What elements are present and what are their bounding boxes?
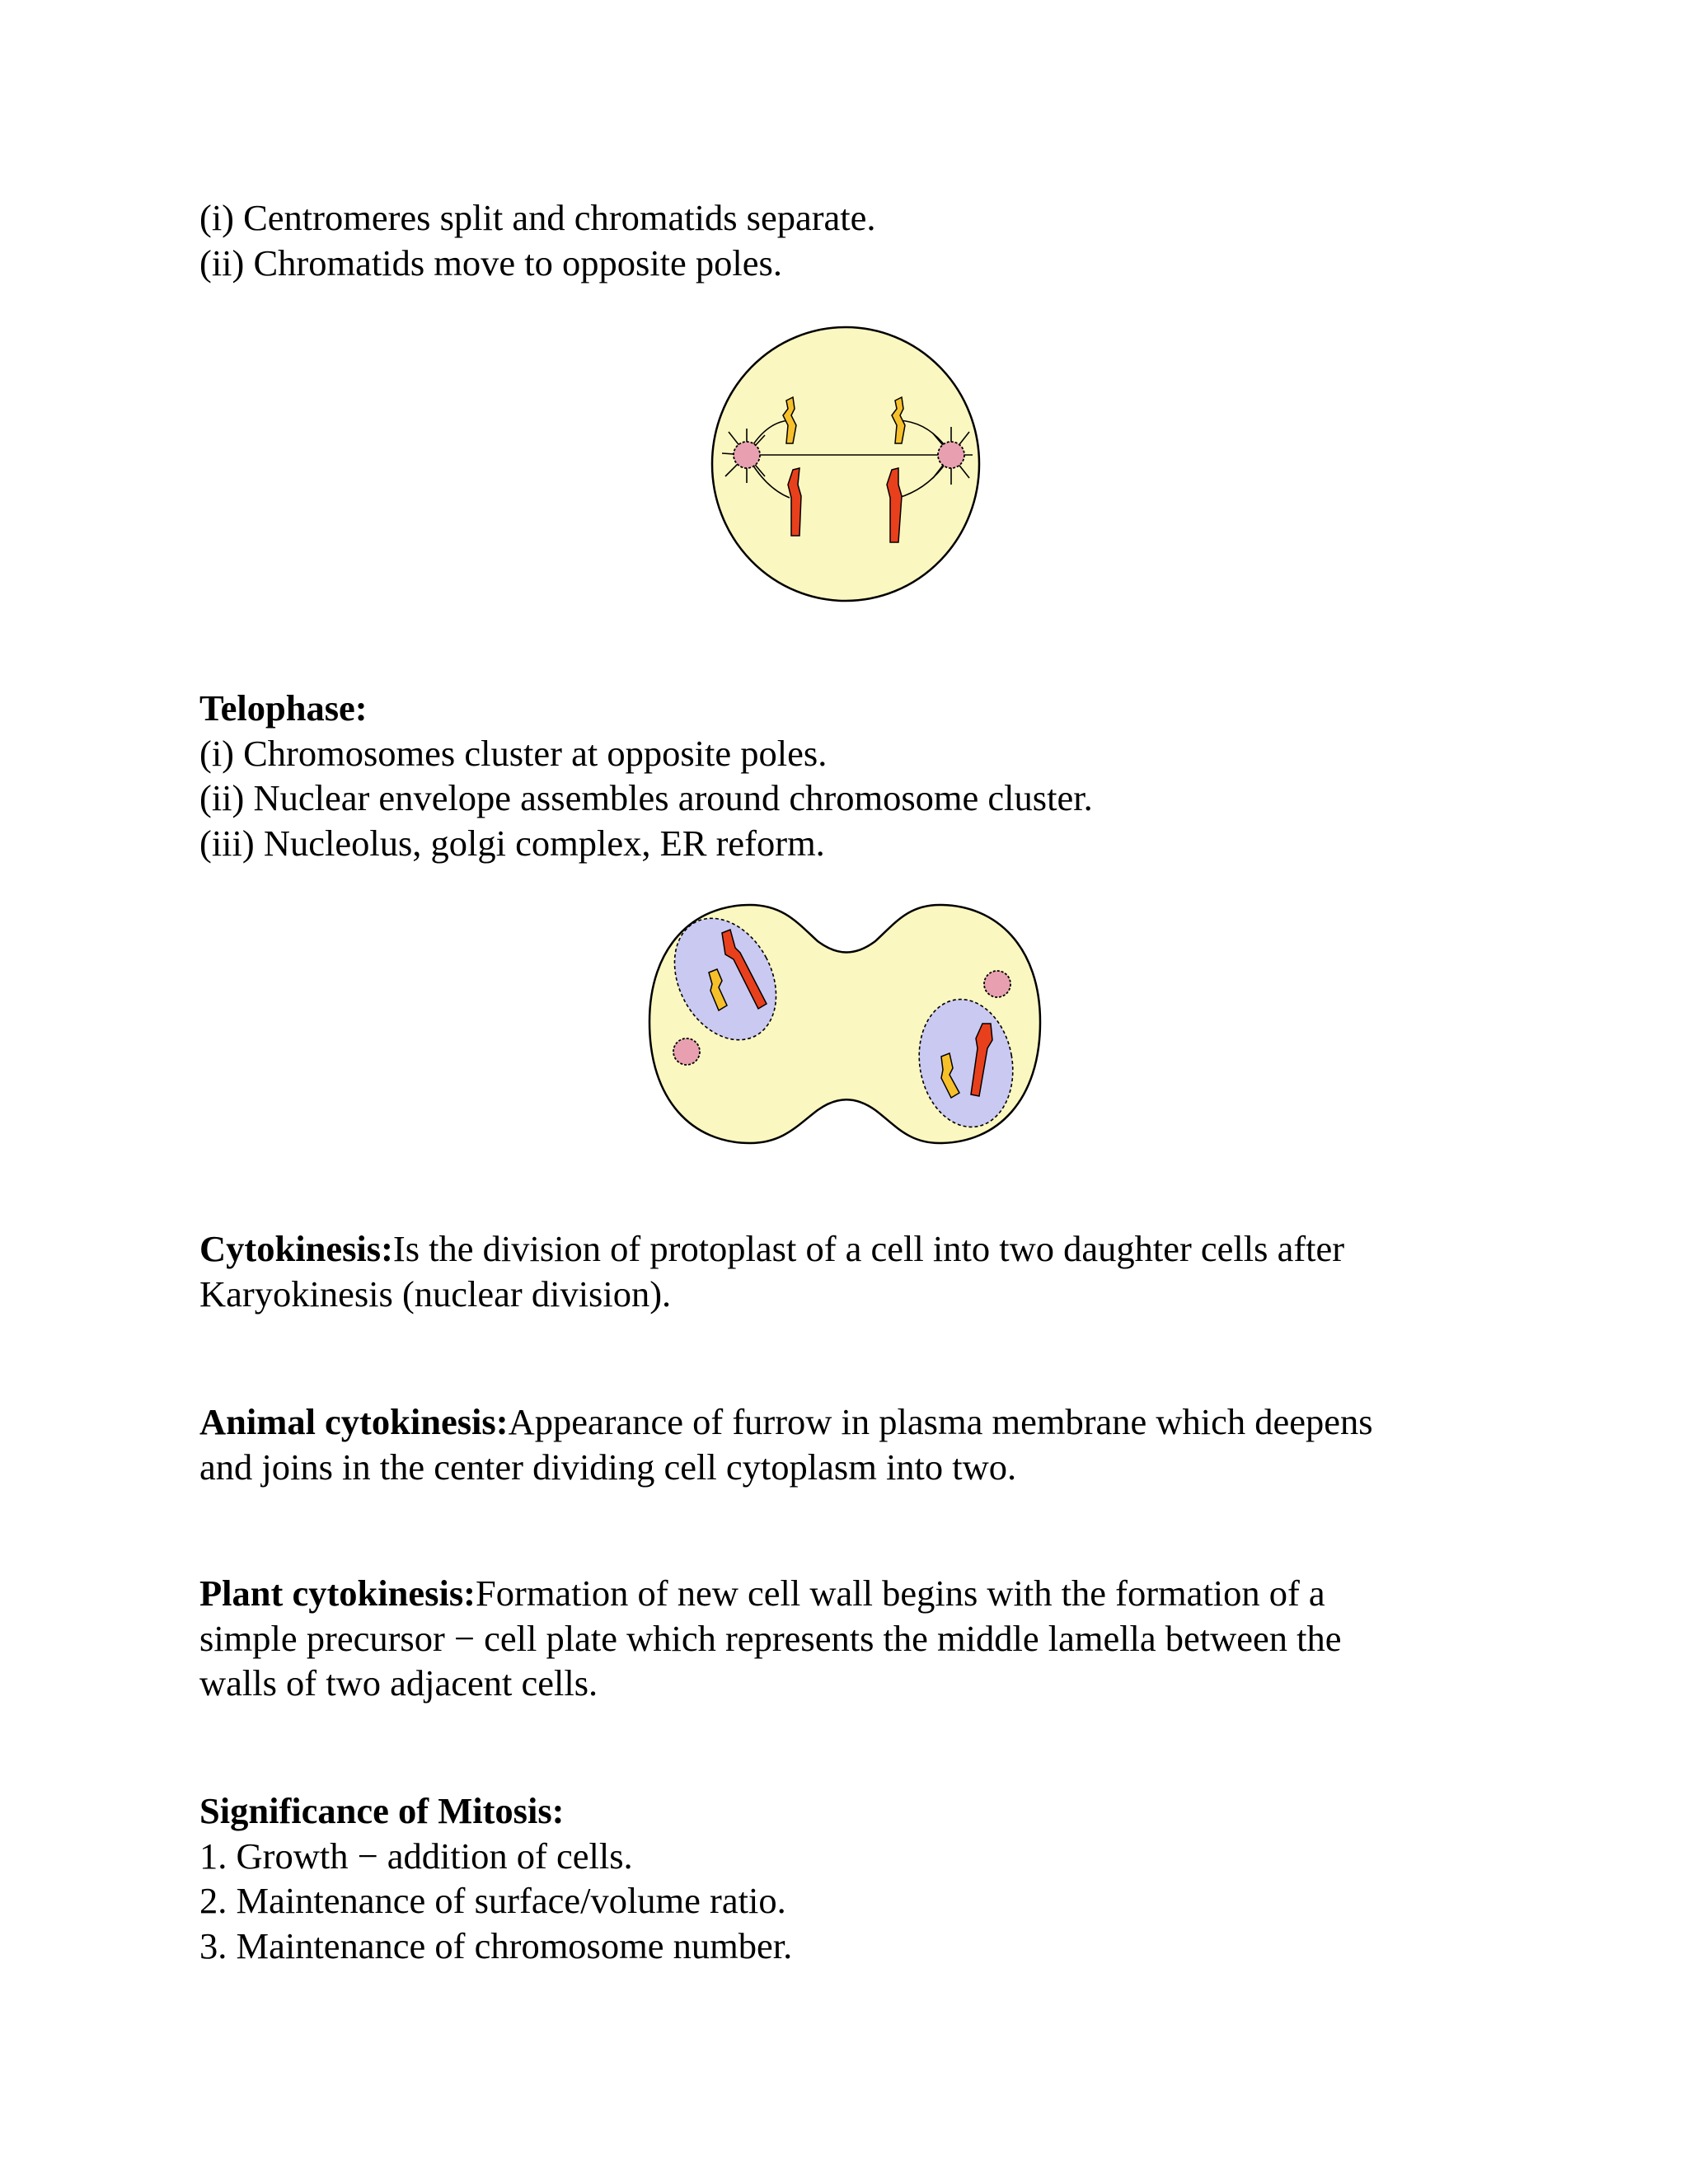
significance-point-3: 3. Maintenance of chromosome number. <box>199 1924 793 1966</box>
anaphase-diagram <box>707 323 984 605</box>
telophase-diagram <box>643 898 1047 1150</box>
telophase-section <box>199 686 1485 865</box>
plant-cytokinesis-line-1: Plant cytokinesis:Formation of new cell wall begins with the formation of a <box>199 1572 1325 1614</box>
telophase-point-3: (iii) Nucleolus, golgi complex, ER reform. <box>199 822 825 864</box>
telophase-point-2: (ii) Nuclear envelope assembles around chromosome cluster. <box>199 777 1093 818</box>
animal-cytokinesis-line-1: Animal cytokinesis:Appearance of furrow in plasma membrane which deepens <box>199 1401 1373 1442</box>
significance-point-2: 2. Maintenance of surface/volume ratio. <box>199 1880 786 1921</box>
cytokinesis-section <box>199 1226 1485 1316</box>
significance-section <box>199 1788 1485 1968</box>
anaphase-point-1: (i) Centromeres split and chromatids separate. <box>199 197 876 238</box>
plant-cytokinesis-line-2: simple precursor − cell plate which represents the middle lamella between the <box>199 1617 1342 1659</box>
animal-cytokinesis-term: Animal cytokinesis: <box>199 1401 509 1442</box>
cytokinesis-line-2: Karyokinesis (nuclear division). <box>199 1272 672 1315</box>
significance-heading: Significance of Mitosis: <box>199 1790 565 1831</box>
left-centrosome <box>734 442 760 468</box>
right-telophase-centrosome <box>984 971 1010 997</box>
plant-cytokinesis-term: Plant cytokinesis: <box>199 1572 476 1614</box>
left-telophase-centrosome <box>673 1038 700 1065</box>
plant-cytokinesis-section <box>199 1571 1485 1706</box>
cytokinesis-term: Cytokinesis: <box>199 1228 393 1269</box>
cytokinesis-line-1: Cytokinesis:Is the division of protoplast of a cell into two daughter cells after <box>199 1228 1345 1269</box>
plant-cytokinesis-line-3: walls of two adjacent cells. <box>199 1662 598 1704</box>
telophase-heading: Telophase: <box>199 687 368 729</box>
anaphase-point-2: (ii) Chromatids move to opposite poles. <box>199 241 782 284</box>
significance-point-1: 1. Growth − addition of cells. <box>199 1835 633 1877</box>
telophase-point-1: (i) Chromosomes cluster at opposite poles. <box>199 732 828 774</box>
animal-cytokinesis-line-2: and joins in the center dividing cell cytoplasm into two. <box>199 1446 1017 1488</box>
right-centrosome <box>938 442 964 468</box>
anaphase-points <box>199 195 1485 285</box>
animal-cytokinesis-section <box>199 1399 1485 1489</box>
